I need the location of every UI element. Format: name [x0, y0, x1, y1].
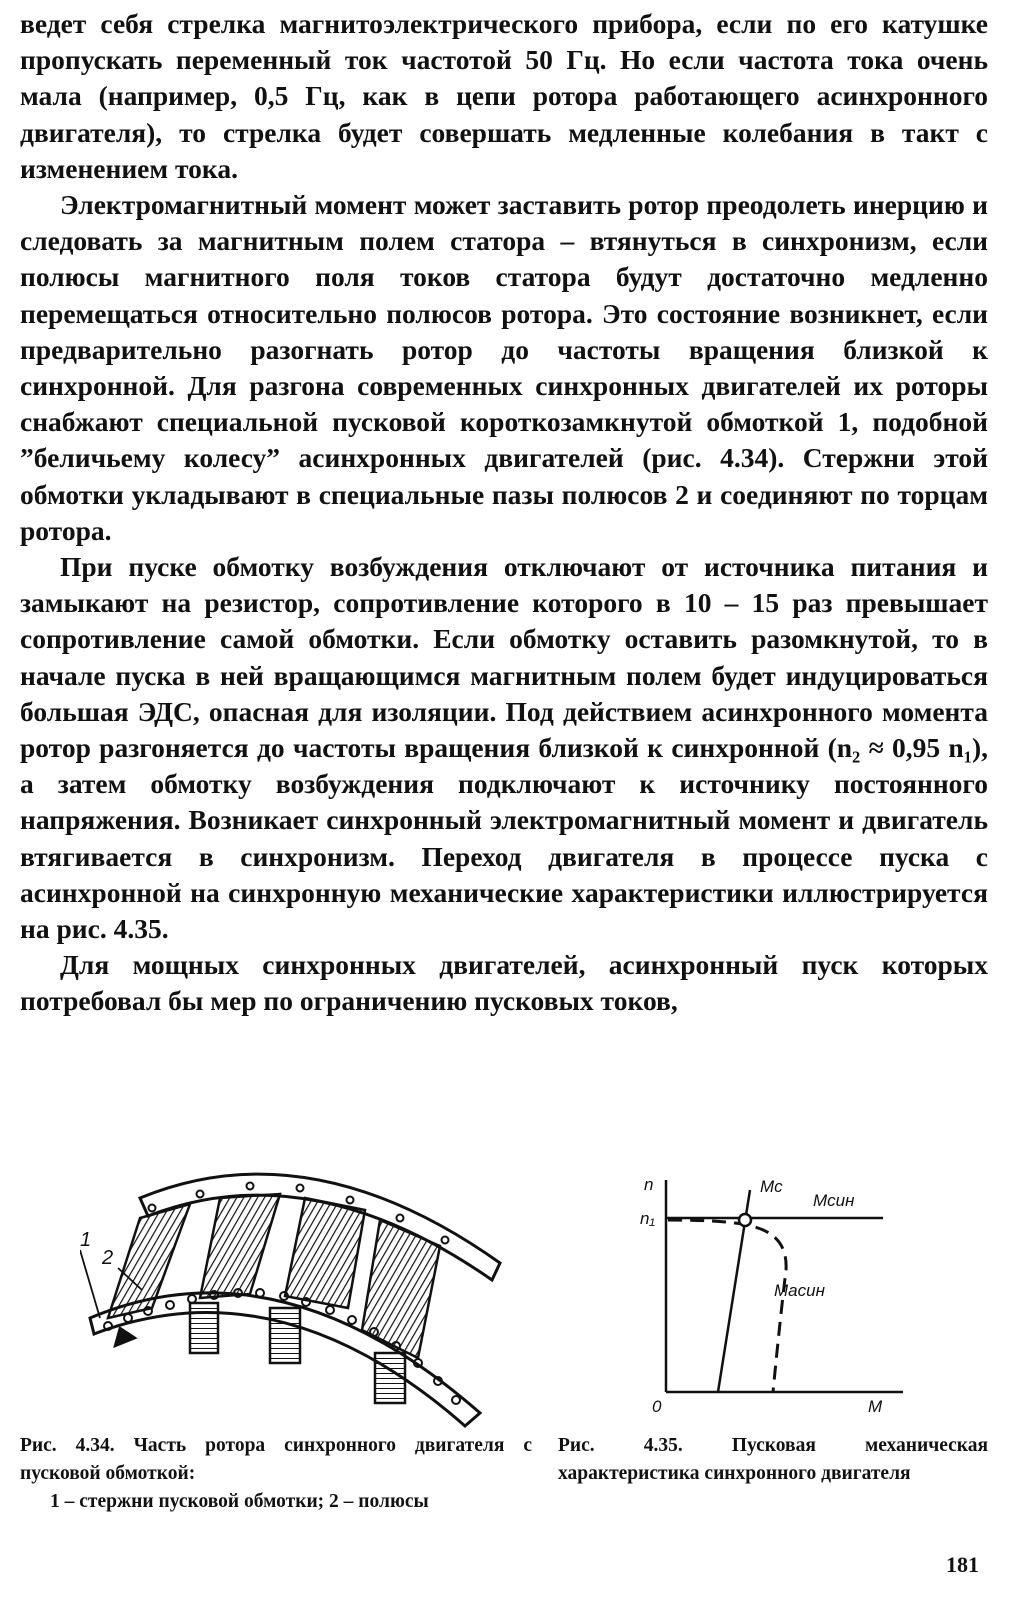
origin-label: 0 — [652, 1397, 662, 1416]
caption-legend: 1 – стержни пусковой обмотки; 2 – полюсы — [50, 1491, 429, 1512]
body-text — [20, 6, 988, 1020]
axis-n-label: n — [644, 1175, 654, 1194]
label-1: 1 — [80, 1229, 92, 1251]
paragraph-4: Для мощных синхронных двигателей, асинхронный пуск которых потребовал бы мер по ограничению пусковых токов, — [20, 949, 988, 1017]
figure-4-34-caption — [20, 1432, 532, 1516]
figure-4-35-caption: Рис. 4.35. Пусковая механическая характеристика синхронного двигателя — [558, 1435, 988, 1484]
paragraph-1: ведет себя стрелка магнитоэлектрического прибора, если по его катушке пропускать переменный ток частотой 50 Гц. Но если частота тока очень мала (например, 0,5 Гц, как в цепи ротора работающего асинхронного двигателя), то стрелка будет совершать медленные колебания в такт с изменением тока. — [20, 8, 988, 184]
mc-label: Mс — [760, 1177, 783, 1196]
sync-point — [739, 1214, 751, 1226]
masin-curve — [668, 1220, 786, 1392]
axis-m-label: M — [868, 1397, 883, 1416]
label-2: 2 — [102, 1247, 114, 1269]
paragraph-3: При пуске обмотку возбуждения отключают от источника питания и замыкают на резистор, сопротивление которого в 10 – 15 раз превышает сопротивление самой обмотки. Если обмотку оставить разомкнутой, то в начале пуска в ней вращающимся магнитным полем будет индуцироваться большая ЭДС, опасная для изоляции. Под действием асинхронного момента ротор разгоняется до частоты вращения близкой к синхронной (n₂ ≈ 0,95 n₁), а затем обмотку возбуждения подключают к источнику постоянного напряжения. Возникает синхронный электромагнитный момент и двигатель втягивается в синхронизм. Переход двигателя в процессе пуска с асинхронной на синхронную механические характеристики иллюстрируется на рис. 4.35. — [20, 551, 988, 945]
paragraph-2: Электромагнитный момент может заставить ротор преодолеть инерцию и следовать за магнитным полем статора – втянуться в синхронизм, если полюсы магнитного поля токов статора будут достаточно медленно перемещаться относительно полюсов ротора. Это состояние возникнет, если предварительно разогнать ротор до частоты вращения близкой к синхронной. Для разгона современных синхронных двигателей их роторы снабжают специальной пусковой короткозамкнутой обмоткой 1, подобной ”беличьему колесу” асинхронных двигателей (рис. 4.34). Стержни этой обмотки укладывают в специальные пазы полюсов 2 и соединяют по торцам ротора. — [20, 189, 988, 546]
masin-label: Mасин — [774, 1281, 825, 1300]
msin-label: Mсин — [813, 1191, 855, 1210]
page-number: 181 — [946, 1552, 979, 1577]
caption-title: Рис. 4.34. Часть ротора синхронного двигателя с пусковой обмоткой: — [20, 1435, 532, 1484]
n1-label: n₁ — [640, 1209, 655, 1228]
rotor-figure — [80, 1168, 525, 1430]
characteristic-figure — [628, 1170, 913, 1425]
